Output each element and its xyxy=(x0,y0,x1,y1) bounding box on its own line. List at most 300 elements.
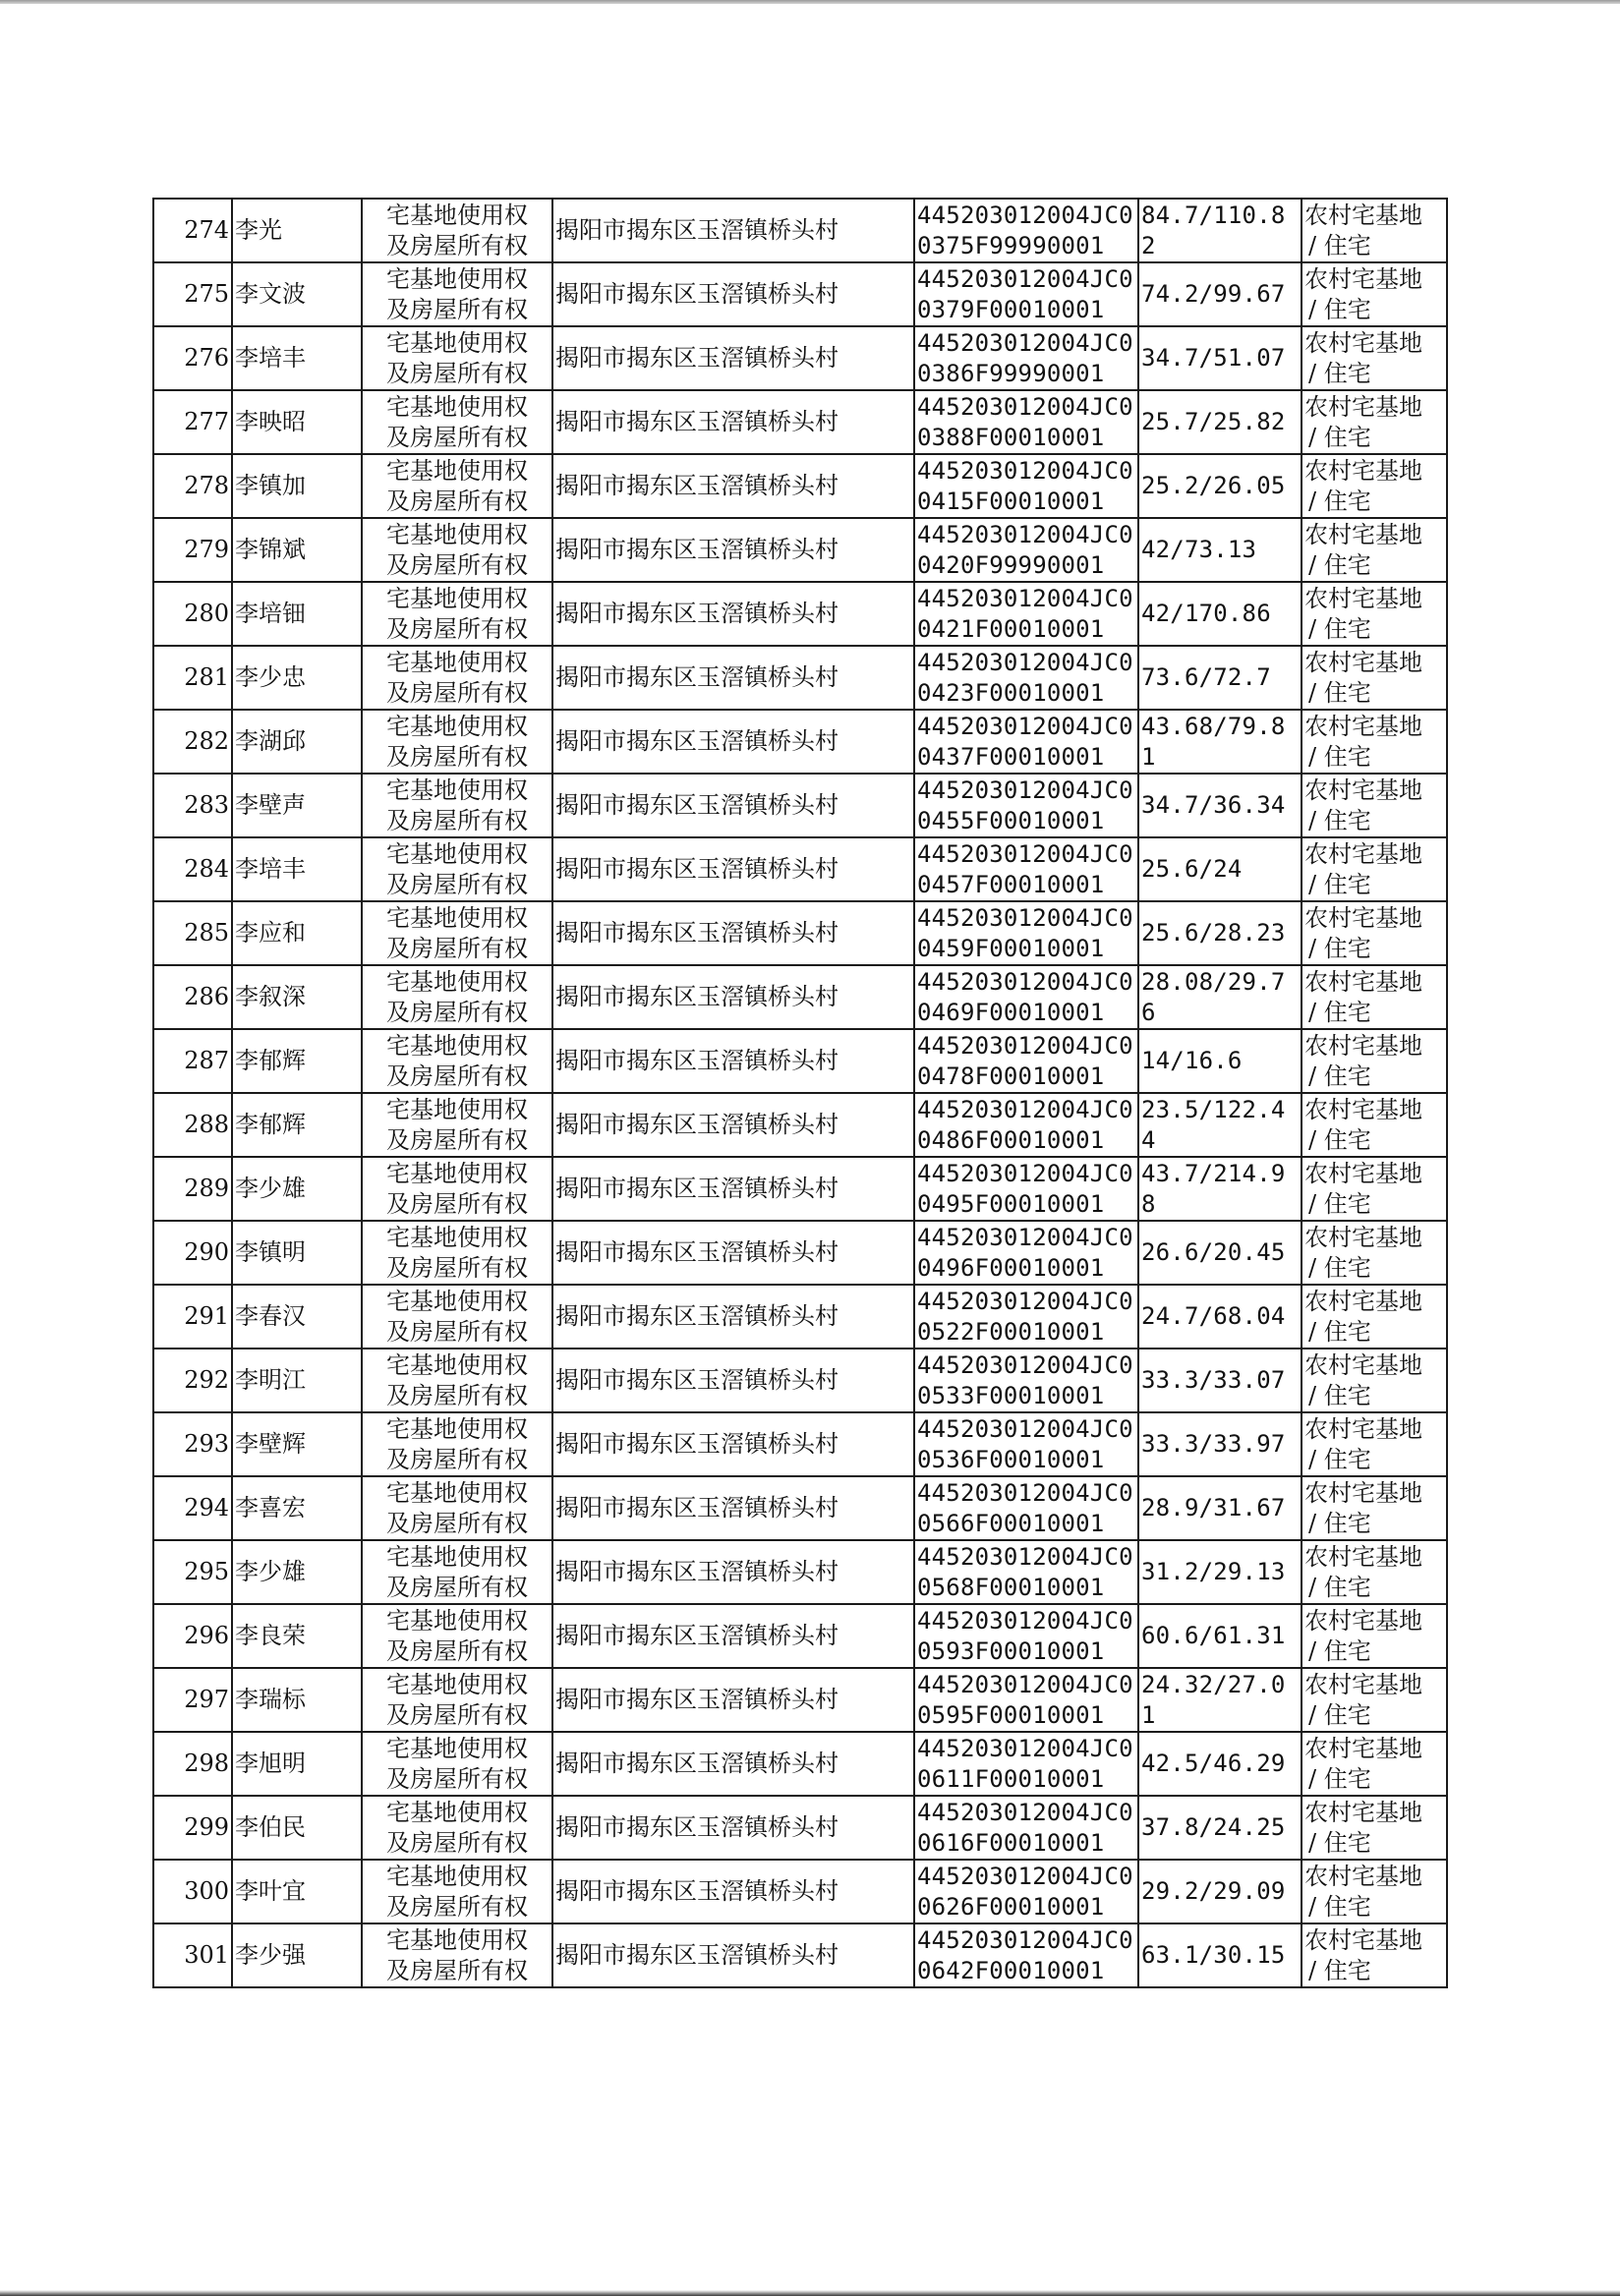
right-type-line: 及房屋所有权 xyxy=(386,359,528,387)
right-type-line: 及房屋所有权 xyxy=(386,1764,528,1793)
property-address: 揭阳市揭东区玉滘镇桥头村 xyxy=(552,518,914,582)
row-number: 281 xyxy=(153,646,232,710)
land-use-line: 农村宅基地 xyxy=(1304,201,1422,229)
land-use-line: / 住宅 xyxy=(1308,614,1371,643)
land-use-line: 农村宅基地 xyxy=(1304,392,1422,421)
land-use-line: 农村宅基地 xyxy=(1304,1734,1422,1762)
land-use xyxy=(1302,710,1447,774)
land-use xyxy=(1302,390,1447,454)
area-value: 31.2/29.13 xyxy=(1138,1540,1302,1604)
row-number: 283 xyxy=(153,774,232,837)
property-address: 揭阳市揭东区玉滘镇桥头村 xyxy=(552,1796,914,1860)
property-address: 揭阳市揭东区玉滘镇桥头村 xyxy=(552,1029,914,1093)
land-use xyxy=(1302,901,1447,965)
right-type xyxy=(362,837,552,901)
right-type-line: 宅基地使用权 xyxy=(386,1798,528,1826)
unit-code: 445203012004JC00533F00010001 xyxy=(914,1349,1138,1412)
right-type-line: 及房屋所有权 xyxy=(386,806,528,834)
land-use-line: / 住宅 xyxy=(1308,359,1371,387)
area-value: 42/73.13 xyxy=(1138,518,1302,582)
right-type-line: 及房屋所有权 xyxy=(386,423,528,451)
unit-code: 445203012004JC00388F00010001 xyxy=(914,390,1138,454)
right-type-line: 及房屋所有权 xyxy=(386,1062,528,1090)
land-use-line: / 住宅 xyxy=(1308,231,1371,259)
row-number: 295 xyxy=(153,1540,232,1604)
right-type-line: 宅基地使用权 xyxy=(386,1925,528,1954)
land-use-line: 农村宅基地 xyxy=(1304,1862,1422,1890)
property-address: 揭阳市揭东区玉滘镇桥头村 xyxy=(552,1412,914,1476)
right-type-line: 宅基地使用权 xyxy=(386,1478,528,1507)
right-type-line: 宅基地使用权 xyxy=(386,392,528,421)
right-type-line: 宅基地使用权 xyxy=(386,648,528,676)
table-row xyxy=(153,1923,1447,1987)
right-type-line: 宅基地使用权 xyxy=(386,775,528,804)
land-use xyxy=(1302,837,1447,901)
right-type-line: 宅基地使用权 xyxy=(386,967,528,996)
table-row xyxy=(153,1732,1447,1796)
unit-code: 445203012004JC00379F00010001 xyxy=(914,262,1138,326)
property-address: 揭阳市揭东区玉滘镇桥头村 xyxy=(552,774,914,837)
land-use xyxy=(1302,1412,1447,1476)
row-number: 282 xyxy=(153,710,232,774)
land-use xyxy=(1302,965,1447,1029)
area-value: 73.6/72.7 xyxy=(1138,646,1302,710)
scan-top-edge xyxy=(0,0,1620,4)
land-use-line: / 住宅 xyxy=(1308,806,1371,834)
right-type-line: 及房屋所有权 xyxy=(386,1445,528,1473)
area-value: 43.7/214.98 xyxy=(1138,1157,1302,1221)
property-address: 揭阳市揭东区玉滘镇桥头村 xyxy=(552,326,914,390)
right-type xyxy=(362,1732,552,1796)
table-row xyxy=(153,1412,1447,1476)
owner-name: 李映昭 xyxy=(232,390,362,454)
row-number: 300 xyxy=(153,1860,232,1923)
land-use-line: 农村宅基地 xyxy=(1304,1223,1422,1251)
land-use-line: 农村宅基地 xyxy=(1304,264,1422,293)
area-value: 37.8/24.25 xyxy=(1138,1796,1302,1860)
table-row xyxy=(153,454,1447,518)
land-use-line: / 住宅 xyxy=(1308,1764,1371,1793)
land-use-line: 农村宅基地 xyxy=(1304,328,1422,357)
land-use xyxy=(1302,1540,1447,1604)
property-address: 揭阳市揭东区玉滘镇桥头村 xyxy=(552,1923,914,1987)
unit-code: 445203012004JC00536F00010001 xyxy=(914,1412,1138,1476)
owner-name: 李培丰 xyxy=(232,326,362,390)
property-address: 揭阳市揭东区玉滘镇桥头村 xyxy=(552,1285,914,1349)
right-type xyxy=(362,1221,552,1285)
area-value: 34.7/51.07 xyxy=(1138,326,1302,390)
table-row xyxy=(153,1093,1447,1157)
owner-name: 李春汉 xyxy=(232,1285,362,1349)
table-row xyxy=(153,1029,1447,1093)
owner-name: 李壁声 xyxy=(232,774,362,837)
land-use-line: 农村宅基地 xyxy=(1304,648,1422,676)
right-type xyxy=(362,1157,552,1221)
table-row xyxy=(153,774,1447,837)
land-use-line: / 住宅 xyxy=(1308,1062,1371,1090)
unit-code: 445203012004JC00421F00010001 xyxy=(914,582,1138,646)
property-address: 揭阳市揭东区玉滘镇桥头村 xyxy=(552,710,914,774)
property-address: 揭阳市揭东区玉滘镇桥头村 xyxy=(552,1540,914,1604)
row-number: 287 xyxy=(153,1029,232,1093)
unit-code: 445203012004JC00566F00010001 xyxy=(914,1476,1138,1540)
row-number: 280 xyxy=(153,582,232,646)
right-type-line: 及房屋所有权 xyxy=(386,870,528,898)
right-type xyxy=(362,454,552,518)
property-address: 揭阳市揭东区玉滘镇桥头村 xyxy=(552,1349,914,1412)
land-use-line: / 住宅 xyxy=(1308,1636,1371,1665)
area-value: 28.08/29.76 xyxy=(1138,965,1302,1029)
right-type-line: 宅基地使用权 xyxy=(386,712,528,740)
scan-bottom-edge xyxy=(0,2290,1620,2296)
property-address: 揭阳市揭东区玉滘镇桥头村 xyxy=(552,1732,914,1796)
area-value: 42.5/46.29 xyxy=(1138,1732,1302,1796)
property-address: 揭阳市揭东区玉滘镇桥头村 xyxy=(552,1157,914,1221)
owner-name: 李旭明 xyxy=(232,1732,362,1796)
land-use xyxy=(1302,1285,1447,1349)
right-type-line: 及房屋所有权 xyxy=(386,295,528,323)
land-use-line: / 住宅 xyxy=(1308,1892,1371,1921)
area-value: 26.6/20.45 xyxy=(1138,1221,1302,1285)
land-use-line: / 住宅 xyxy=(1308,1189,1371,1218)
land-use xyxy=(1302,582,1447,646)
owner-name: 李少雄 xyxy=(232,1540,362,1604)
table-row xyxy=(153,1285,1447,1349)
area-value: 25.6/28.23 xyxy=(1138,901,1302,965)
land-use-line: 农村宅基地 xyxy=(1304,1350,1422,1379)
unit-code: 445203012004JC00437F00010001 xyxy=(914,710,1138,774)
land-use-line: 农村宅基地 xyxy=(1304,1031,1422,1060)
right-type-line: 宅基地使用权 xyxy=(386,1159,528,1187)
owner-name: 李喜宏 xyxy=(232,1476,362,1540)
unit-code: 445203012004JC00455F00010001 xyxy=(914,774,1138,837)
property-address: 揭阳市揭东区玉滘镇桥头村 xyxy=(552,1604,914,1668)
land-use-line: 农村宅基地 xyxy=(1304,1159,1422,1187)
right-type-line: 宅基地使用权 xyxy=(386,839,528,868)
right-type-line: 及房屋所有权 xyxy=(386,1956,528,1984)
right-type-line: 宅基地使用权 xyxy=(386,1670,528,1698)
owner-name: 李瑞标 xyxy=(232,1668,362,1732)
table-row xyxy=(153,1796,1447,1860)
property-address: 揭阳市揭东区玉滘镇桥头村 xyxy=(552,199,914,262)
row-number: 274 xyxy=(153,199,232,262)
row-number: 301 xyxy=(153,1923,232,1987)
land-use xyxy=(1302,1476,1447,1540)
table-row xyxy=(153,901,1447,965)
unit-code: 445203012004JC00568F00010001 xyxy=(914,1540,1138,1604)
unit-code: 445203012004JC00626F00010001 xyxy=(914,1860,1138,1923)
land-use xyxy=(1302,199,1447,262)
land-use-line: / 住宅 xyxy=(1308,1125,1371,1154)
property-address: 揭阳市揭东区玉滘镇桥头村 xyxy=(552,1860,914,1923)
owner-name: 李锦斌 xyxy=(232,518,362,582)
row-number: 296 xyxy=(153,1604,232,1668)
right-type-line: 宅基地使用权 xyxy=(386,903,528,932)
right-type xyxy=(362,1285,552,1349)
row-number: 291 xyxy=(153,1285,232,1349)
right-type xyxy=(362,901,552,965)
land-use xyxy=(1302,1093,1447,1157)
land-use xyxy=(1302,1157,1447,1221)
table-row xyxy=(153,1157,1447,1221)
right-type-line: 及房屋所有权 xyxy=(386,1892,528,1921)
right-type-line: 宅基地使用权 xyxy=(386,1862,528,1890)
land-use xyxy=(1302,1604,1447,1668)
right-type-line: 宅基地使用权 xyxy=(386,1095,528,1123)
right-type xyxy=(362,1923,552,1987)
unit-code: 445203012004JC00593F00010001 xyxy=(914,1604,1138,1668)
unit-code: 445203012004JC00386F99990001 xyxy=(914,326,1138,390)
right-type xyxy=(362,965,552,1029)
land-use-line: 农村宅基地 xyxy=(1304,1478,1422,1507)
table-body xyxy=(153,199,1447,1987)
area-value: 29.2/29.09 xyxy=(1138,1860,1302,1923)
land-use-line: 农村宅基地 xyxy=(1304,584,1422,612)
land-use xyxy=(1302,1796,1447,1860)
right-type xyxy=(362,1349,552,1412)
row-number: 284 xyxy=(153,837,232,901)
owner-name: 李光 xyxy=(232,199,362,262)
area-value: 25.7/25.82 xyxy=(1138,390,1302,454)
row-number: 286 xyxy=(153,965,232,1029)
right-type-line: 宅基地使用权 xyxy=(386,1414,528,1443)
area-value: 25.6/24 xyxy=(1138,837,1302,901)
row-number: 276 xyxy=(153,326,232,390)
property-address: 揭阳市揭东区玉滘镇桥头村 xyxy=(552,390,914,454)
property-address: 揭阳市揭东区玉滘镇桥头村 xyxy=(552,454,914,518)
land-use-line: / 住宅 xyxy=(1308,1253,1371,1282)
right-type xyxy=(362,1540,552,1604)
right-type xyxy=(362,1668,552,1732)
right-type-line: 及房屋所有权 xyxy=(386,614,528,643)
land-use-line: 农村宅基地 xyxy=(1304,1414,1422,1443)
owner-name: 李郁辉 xyxy=(232,1093,362,1157)
land-use xyxy=(1302,774,1447,837)
owner-name: 李湖邱 xyxy=(232,710,362,774)
right-type-line: 及房屋所有权 xyxy=(386,678,528,707)
row-number: 298 xyxy=(153,1732,232,1796)
unit-code: 445203012004JC00496F00010001 xyxy=(914,1221,1138,1285)
unit-code: 445203012004JC00423F00010001 xyxy=(914,646,1138,710)
unit-code: 445203012004JC00478F00010001 xyxy=(914,1029,1138,1093)
area-value: 60.6/61.31 xyxy=(1138,1604,1302,1668)
unit-code: 445203012004JC00375F99990001 xyxy=(914,199,1138,262)
right-type xyxy=(362,1029,552,1093)
land-use-line: / 住宅 xyxy=(1308,487,1371,515)
right-type-line: 宅基地使用权 xyxy=(386,1223,528,1251)
right-type-line: 及房屋所有权 xyxy=(386,1636,528,1665)
land-use-line: 农村宅基地 xyxy=(1304,1670,1422,1698)
right-type-line: 宅基地使用权 xyxy=(386,520,528,548)
row-number: 297 xyxy=(153,1668,232,1732)
right-type xyxy=(362,1412,552,1476)
unit-code: 445203012004JC00611F00010001 xyxy=(914,1732,1138,1796)
area-value: 33.3/33.97 xyxy=(1138,1412,1302,1476)
right-type-line: 及房屋所有权 xyxy=(386,998,528,1026)
right-type-line: 宅基地使用权 xyxy=(386,584,528,612)
table-row xyxy=(153,1860,1447,1923)
land-use-line: / 住宅 xyxy=(1308,1317,1371,1346)
right-type-line: 及房屋所有权 xyxy=(386,1573,528,1601)
area-value: 43.68/79.81 xyxy=(1138,710,1302,774)
right-type xyxy=(362,646,552,710)
land-use xyxy=(1302,1923,1447,1987)
owner-name: 李少忠 xyxy=(232,646,362,710)
land-use xyxy=(1302,1029,1447,1093)
area-value: 34.7/36.34 xyxy=(1138,774,1302,837)
land-use-line: / 住宅 xyxy=(1308,742,1371,771)
unit-code: 445203012004JC00420F99990001 xyxy=(914,518,1138,582)
area-value: 63.1/30.15 xyxy=(1138,1923,1302,1987)
property-address: 揭阳市揭东区玉滘镇桥头村 xyxy=(552,901,914,965)
land-use-line: 农村宅基地 xyxy=(1304,456,1422,485)
owner-name: 李良荣 xyxy=(232,1604,362,1668)
land-use-line: 农村宅基地 xyxy=(1304,967,1422,996)
table-row xyxy=(153,710,1447,774)
right-type-line: 宅基地使用权 xyxy=(386,1542,528,1571)
land-use-line: 农村宅基地 xyxy=(1304,1287,1422,1315)
right-type xyxy=(362,326,552,390)
right-type xyxy=(362,1604,552,1668)
right-type-line: 宅基地使用权 xyxy=(386,328,528,357)
land-use xyxy=(1302,1221,1447,1285)
right-type-line: 及房屋所有权 xyxy=(386,1189,528,1218)
land-use-line: / 住宅 xyxy=(1308,550,1371,579)
land-use-line: / 住宅 xyxy=(1308,1573,1371,1601)
unit-code: 445203012004JC00522F00010001 xyxy=(914,1285,1138,1349)
row-number: 289 xyxy=(153,1157,232,1221)
land-use-line: / 住宅 xyxy=(1308,295,1371,323)
area-value: 42/170.86 xyxy=(1138,582,1302,646)
land-use-line: 农村宅基地 xyxy=(1304,1542,1422,1571)
row-number: 290 xyxy=(153,1221,232,1285)
land-use-line: / 住宅 xyxy=(1308,998,1371,1026)
unit-code: 445203012004JC00616F00010001 xyxy=(914,1796,1138,1860)
owner-name: 李叙深 xyxy=(232,965,362,1029)
owner-name: 李培钿 xyxy=(232,582,362,646)
land-use-line: / 住宅 xyxy=(1308,678,1371,707)
right-type-line: 宅基地使用权 xyxy=(386,1606,528,1635)
table-row xyxy=(153,390,1447,454)
right-type xyxy=(362,262,552,326)
property-address: 揭阳市揭东区玉滘镇桥头村 xyxy=(552,582,914,646)
area-value: 74.2/99.67 xyxy=(1138,262,1302,326)
right-type-line: 宅基地使用权 xyxy=(386,1350,528,1379)
right-type xyxy=(362,1796,552,1860)
unit-code: 445203012004JC00486F00010001 xyxy=(914,1093,1138,1157)
row-number: 293 xyxy=(153,1412,232,1476)
owner-name: 李叶宜 xyxy=(232,1860,362,1923)
right-type-line: 及房屋所有权 xyxy=(386,1381,528,1409)
right-type-line: 及房屋所有权 xyxy=(386,1700,528,1729)
right-type-line: 及房屋所有权 xyxy=(386,487,528,515)
area-value: 25.2/26.05 xyxy=(1138,454,1302,518)
owner-name: 李郁辉 xyxy=(232,1029,362,1093)
property-address: 揭阳市揭东区玉滘镇桥头村 xyxy=(552,837,914,901)
row-number: 299 xyxy=(153,1796,232,1860)
right-type-line: 及房屋所有权 xyxy=(386,742,528,771)
property-address: 揭阳市揭东区玉滘镇桥头村 xyxy=(552,262,914,326)
table-row xyxy=(153,518,1447,582)
table-row xyxy=(153,646,1447,710)
right-type xyxy=(362,1476,552,1540)
table-row xyxy=(153,1221,1447,1285)
land-use-line: / 住宅 xyxy=(1308,870,1371,898)
area-value: 84.7/110.82 xyxy=(1138,199,1302,262)
table-row xyxy=(153,1604,1447,1668)
table-row xyxy=(153,262,1447,326)
owner-name: 李文波 xyxy=(232,262,362,326)
right-type xyxy=(362,518,552,582)
land-use-line: / 住宅 xyxy=(1308,423,1371,451)
row-number: 275 xyxy=(153,262,232,326)
land-use-line: 农村宅基地 xyxy=(1304,839,1422,868)
property-address: 揭阳市揭东区玉滘镇桥头村 xyxy=(552,1476,914,1540)
land-use xyxy=(1302,1860,1447,1923)
unit-code: 445203012004JC00457F00010001 xyxy=(914,837,1138,901)
owner-name: 李应和 xyxy=(232,901,362,965)
table-row xyxy=(153,1540,1447,1604)
area-value: 28.9/31.67 xyxy=(1138,1476,1302,1540)
area-value: 24.32/27.01 xyxy=(1138,1668,1302,1732)
property-address: 揭阳市揭东区玉滘镇桥头村 xyxy=(552,646,914,710)
land-use xyxy=(1302,1732,1447,1796)
owner-name: 李伯民 xyxy=(232,1796,362,1860)
property-address: 揭阳市揭东区玉滘镇桥头村 xyxy=(552,1093,914,1157)
right-type-line: 及房屋所有权 xyxy=(386,1253,528,1282)
land-use-line: 农村宅基地 xyxy=(1304,1606,1422,1635)
right-type xyxy=(362,582,552,646)
right-type xyxy=(362,710,552,774)
unit-code: 445203012004JC00495F00010001 xyxy=(914,1157,1138,1221)
area-value: 23.5/122.44 xyxy=(1138,1093,1302,1157)
land-use-line: 农村宅基地 xyxy=(1304,1095,1422,1123)
right-type xyxy=(362,390,552,454)
right-type-line: 及房屋所有权 xyxy=(386,231,528,259)
property-address: 揭阳市揭东区玉滘镇桥头村 xyxy=(552,965,914,1029)
right-type xyxy=(362,774,552,837)
land-use xyxy=(1302,262,1447,326)
unit-code: 445203012004JC00459F00010001 xyxy=(914,901,1138,965)
right-type xyxy=(362,199,552,262)
land-use-line: 农村宅基地 xyxy=(1304,1798,1422,1826)
area-value: 14/16.6 xyxy=(1138,1029,1302,1093)
table-row xyxy=(153,326,1447,390)
right-type-line: 宅基地使用权 xyxy=(386,456,528,485)
land-use-line: / 住宅 xyxy=(1308,1381,1371,1409)
land-use xyxy=(1302,646,1447,710)
land-use-line: 农村宅基地 xyxy=(1304,520,1422,548)
land-use-line: / 住宅 xyxy=(1308,1509,1371,1537)
area-value: 33.3/33.07 xyxy=(1138,1349,1302,1412)
row-number: 292 xyxy=(153,1349,232,1412)
land-use xyxy=(1302,326,1447,390)
area-value: 24.7/68.04 xyxy=(1138,1285,1302,1349)
property-address: 揭阳市揭东区玉滘镇桥头村 xyxy=(552,1668,914,1732)
table-row xyxy=(153,1668,1447,1732)
right-type-line: 及房屋所有权 xyxy=(386,934,528,962)
land-use-line: / 住宅 xyxy=(1308,1956,1371,1984)
row-number: 278 xyxy=(153,454,232,518)
row-number: 277 xyxy=(153,390,232,454)
row-number: 294 xyxy=(153,1476,232,1540)
table-row xyxy=(153,1349,1447,1412)
land-use-line: / 住宅 xyxy=(1308,1700,1371,1729)
row-number: 279 xyxy=(153,518,232,582)
table-row xyxy=(153,199,1447,262)
right-type-line: 及房屋所有权 xyxy=(386,1125,528,1154)
owner-name: 李镇明 xyxy=(232,1221,362,1285)
